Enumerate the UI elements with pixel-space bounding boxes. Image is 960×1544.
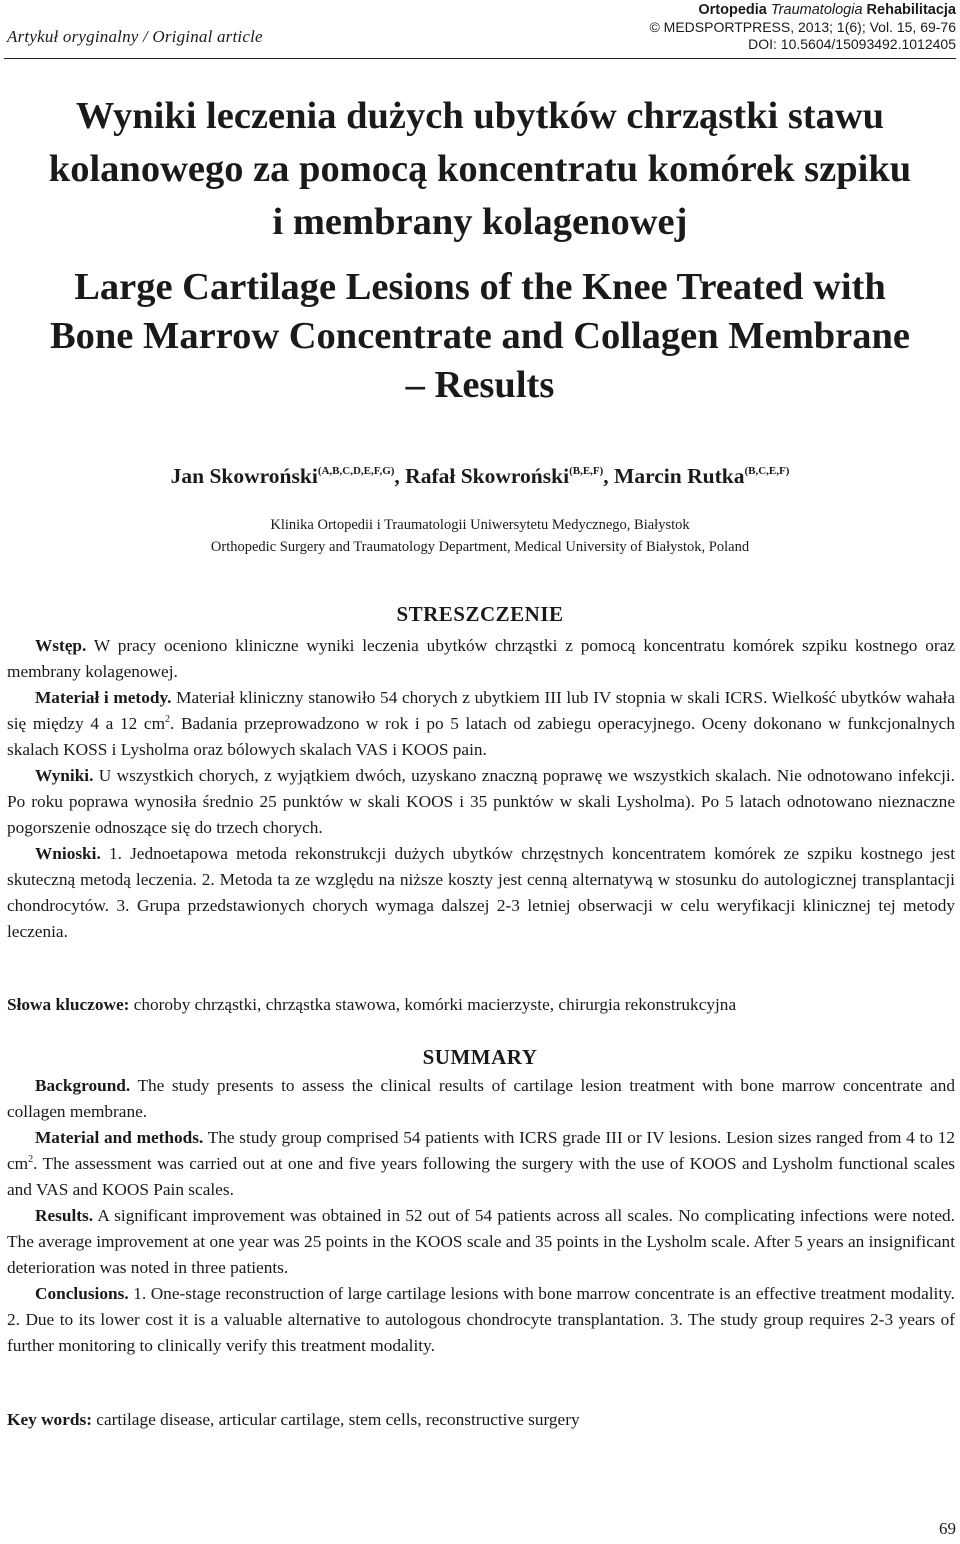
paragraph-text: Materiał kliniczny stanowiło 54 chorych z ubytkiem III lub IV stopnia w skali ICRS. Wielkość ubytków wahała się między 4 a 12 cm — [7, 688, 955, 733]
superscript: 2 — [28, 1154, 34, 1165]
paragraph-text: U wszystkich chorych, z wyjątkiem dwóch, uzyskano znaczną poprawę we wszystkich skalach. Nie odnotowano infekcji. Po roku poprawa wynosiła średnio 25 punktów w skali KOOS i 35 punktów w skali Lysholma). Po 5 latach odnotowano nieznaczne pogorszenie odnoszące się do trzech chorych. — [7, 766, 955, 837]
article-type: Artykuł oryginalny / Original article — [7, 27, 263, 46]
superscript: 2 — [165, 714, 171, 725]
journal-brand: Ortopedia — [698, 2, 767, 18]
abstract-paragraph — [7, 763, 955, 841]
title-polish — [0, 90, 960, 249]
author-name: Jan Skowroński — [170, 464, 318, 488]
abstract-paragraph — [7, 1281, 955, 1359]
paragraph-label: Wyniki. — [35, 766, 94, 785]
paragraph-label: Wnioski. — [35, 844, 101, 863]
author-roles: (B,C,E,F) — [744, 465, 790, 477]
paragraph-text: 1. Jednoetapowa metoda rekonstrukcji dużych ubytków chrzęstnych koncentratem komórek ze szpiku kostnego jest skuteczną metodą leczenia. 2. Metoda ta ze względu na niższe koszty jest cenną alternatywą w stosunku do autologicznej transplantacji chondrocytów. 3. Grupa przedstawionych chorych wymaga dalszej 2-3 letniej obserwacji w celu weryfikacji klinicznej tej metody leczenia. — [7, 844, 955, 941]
abstract-paragraph — [7, 841, 955, 945]
streszczenie-heading: STRESZCZENIE — [396, 602, 564, 626]
paragraph-text: W pracy oceniono kliniczne wyniki leczenia ubytków chrząstki z pomocą koncentratu komórek szpiku kostnego oraz membrany kolagenowej. — [7, 636, 955, 681]
summary-body — [7, 1073, 955, 1359]
journal-citation: © MEDSPORTPRESS, 2013; 1(6); Vol. 15, 69-76 — [649, 19, 956, 35]
abstract-paragraph — [7, 1203, 955, 1281]
paragraph-text: 1. One-stage reconstruction of large cartilage lesions with bone marrow concentrate is an effective treatment modality. 2. Due to its lower cost it is a valuable alternative to autologous chondrocyte transplantation. 3. The study group requires 2-3 years of further monitoring to clinically verify this treatment modality. — [7, 1284, 955, 1355]
keywords-english — [7, 1410, 580, 1430]
author-separator: , — [603, 464, 615, 488]
abstract-paragraph — [7, 633, 955, 685]
header-divider — [4, 58, 956, 59]
streszczenie-body — [7, 633, 955, 945]
title-english — [0, 263, 960, 410]
title-polish-line: Wyniki leczenia dużych ubytków chrząstki stawu — [75, 95, 885, 137]
paragraph-text: A significant improvement was obtained in 52 out of 54 patients across all scales. No complicating infections were noted. The average improvement at one year was 25 points in the KOOS scale and 35 points in the Lysholm scale. After 5 years an insignificant deterioration was noted in three patients. — [7, 1206, 955, 1277]
paragraph-label: Materiał i metody. — [35, 688, 172, 707]
affiliation-english: Orthopedic Surgery and Traumatology Department, Medical University of Białystok, Poland — [210, 539, 750, 555]
title-english-line: Bone Marrow Concentrate and Collagen Membrane — [49, 315, 911, 357]
author-list — [0, 464, 960, 489]
paragraph-label: Material and methods. — [35, 1128, 204, 1147]
title-english-line: Large Cartilage Lesions of the Knee Treated with — [74, 266, 886, 308]
keywords-label: Słowa kluczowe: — [7, 995, 130, 1014]
journal-info — [649, 2, 956, 53]
journal-doi: DOI: 10.5604/15093492.1012405 — [748, 36, 956, 52]
paragraph-label: Wstęp. — [35, 636, 87, 655]
author-roles: (A,B,C,D,E,F,G) — [317, 465, 395, 477]
affiliation-polish: Klinika Ortopedii i Traumatologii Uniwersytetu Medycznego, Białystok — [270, 517, 690, 533]
paragraph-label: Background. — [35, 1076, 131, 1095]
paragraph-text: The study presents to assess the clinical results of cartilage lesion treatment with bone marrow concentrate and collagen membrane. — [7, 1076, 955, 1121]
keywords-text: cartilage disease, articular cartilage, stem cells, reconstructive surgery — [91, 1410, 580, 1429]
journal-name-middle: Traumatologia — [770, 2, 863, 18]
paragraph-text: The study group comprised 54 patients with ICRS grade III or IV lesions. Lesion sizes ranged from 4 to 12 cm — [7, 1128, 955, 1173]
title-polish-line: i membrany kolagenowej — [272, 201, 688, 243]
abstract-paragraph — [7, 1125, 955, 1203]
abstract-paragraph — [7, 685, 955, 763]
author-roles: (B,E,F) — [569, 465, 604, 477]
paragraph-text: . Badania przeprowadzono w rok i po 5 latach od zabiegu operacyjnego. Oceny dokonano w funkcjonalnych skalach KOSS i Lysholma oraz bólowych skalach VAS i KOOS pain. — [7, 714, 955, 759]
author-separator: , — [394, 464, 406, 488]
title-polish-line: kolanowego za pomocą koncentratu komórek szpiku — [48, 148, 912, 190]
author-name: Rafał Skowroński — [405, 464, 570, 488]
journal-name-end: Rehabilitacja — [866, 2, 956, 18]
keywords-label: Key words: — [7, 1410, 92, 1429]
author-name: Marcin Rutka — [614, 464, 745, 488]
paragraph-label: Results. — [35, 1206, 94, 1225]
paragraph-text: . The assessment was carried out at one and five years following the surgery with the use of KOOS and Lysholm functional scales and VAS and KOOS Pain scales. — [7, 1154, 955, 1199]
paragraph-label: Conclusions. — [35, 1284, 129, 1303]
journal-name — [649, 2, 956, 19]
summary-heading: SUMMARY — [422, 1045, 538, 1069]
title-english-line: – Results — [405, 364, 555, 406]
keywords-text: choroby chrząstki, chrząstka stawowa, komórki macierzyste, chirurgia rekonstrukcyjna — [129, 995, 737, 1014]
abstract-paragraph — [7, 1073, 955, 1125]
keywords-polish — [7, 995, 736, 1015]
page-number: 69 — [939, 1519, 956, 1538]
